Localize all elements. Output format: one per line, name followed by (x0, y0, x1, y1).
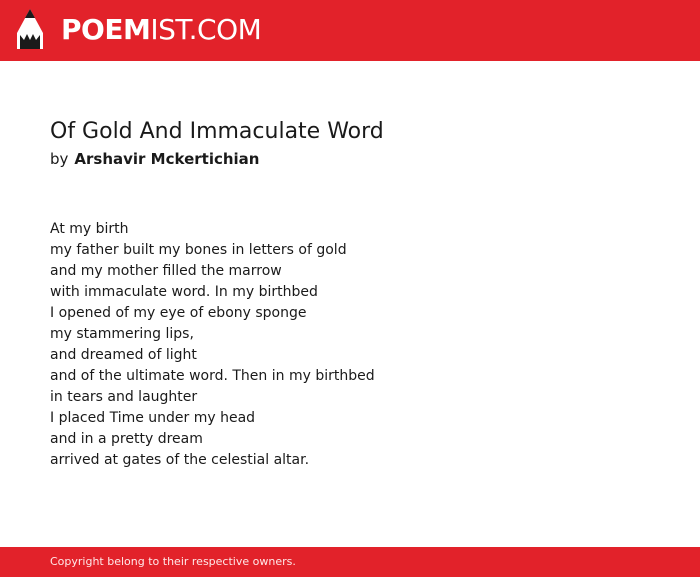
pencil-logo-icon (17, 9, 43, 51)
poem-byline (50, 148, 259, 170)
logo-text-bold: POEM (61, 13, 151, 46)
poem-line: I opened of my eye of ebony sponge (50, 305, 307, 321)
site-footer (0, 547, 700, 577)
site-logo-link[interactable] (17, 9, 261, 51)
copyright-text: Copyright belong to their respective owners. (50, 555, 296, 568)
site-header (0, 0, 700, 61)
logo-text-light: IST.COM (150, 13, 262, 46)
poem-author: Arshavir Mckertichian (74, 150, 260, 168)
by-label: by (50, 150, 69, 168)
poem-line: arrived at gates of the celestial altar. (50, 452, 310, 468)
poem-title: Of Gold And Immaculate Word (50, 119, 384, 144)
poem-line: I placed Time under my head (50, 410, 256, 426)
poem-line: At my birth (50, 221, 129, 237)
poem-line: with immaculate word. In my birthbed (50, 284, 318, 300)
poem-line: my stammering lips, (50, 326, 194, 342)
site-logo-text (61, 10, 261, 50)
poem-body (50, 219, 375, 471)
poem-line: and of the ultimate word. Then in my birthbed (50, 368, 375, 384)
poem-line: in tears and laughter (50, 389, 198, 405)
poem-line: and my mother filled the marrow (50, 263, 282, 279)
poem-line: and in a pretty dream (50, 431, 203, 447)
poem-line: and dreamed of light (50, 347, 197, 363)
poem-line: my father built my bones in letters of gold (50, 242, 347, 258)
